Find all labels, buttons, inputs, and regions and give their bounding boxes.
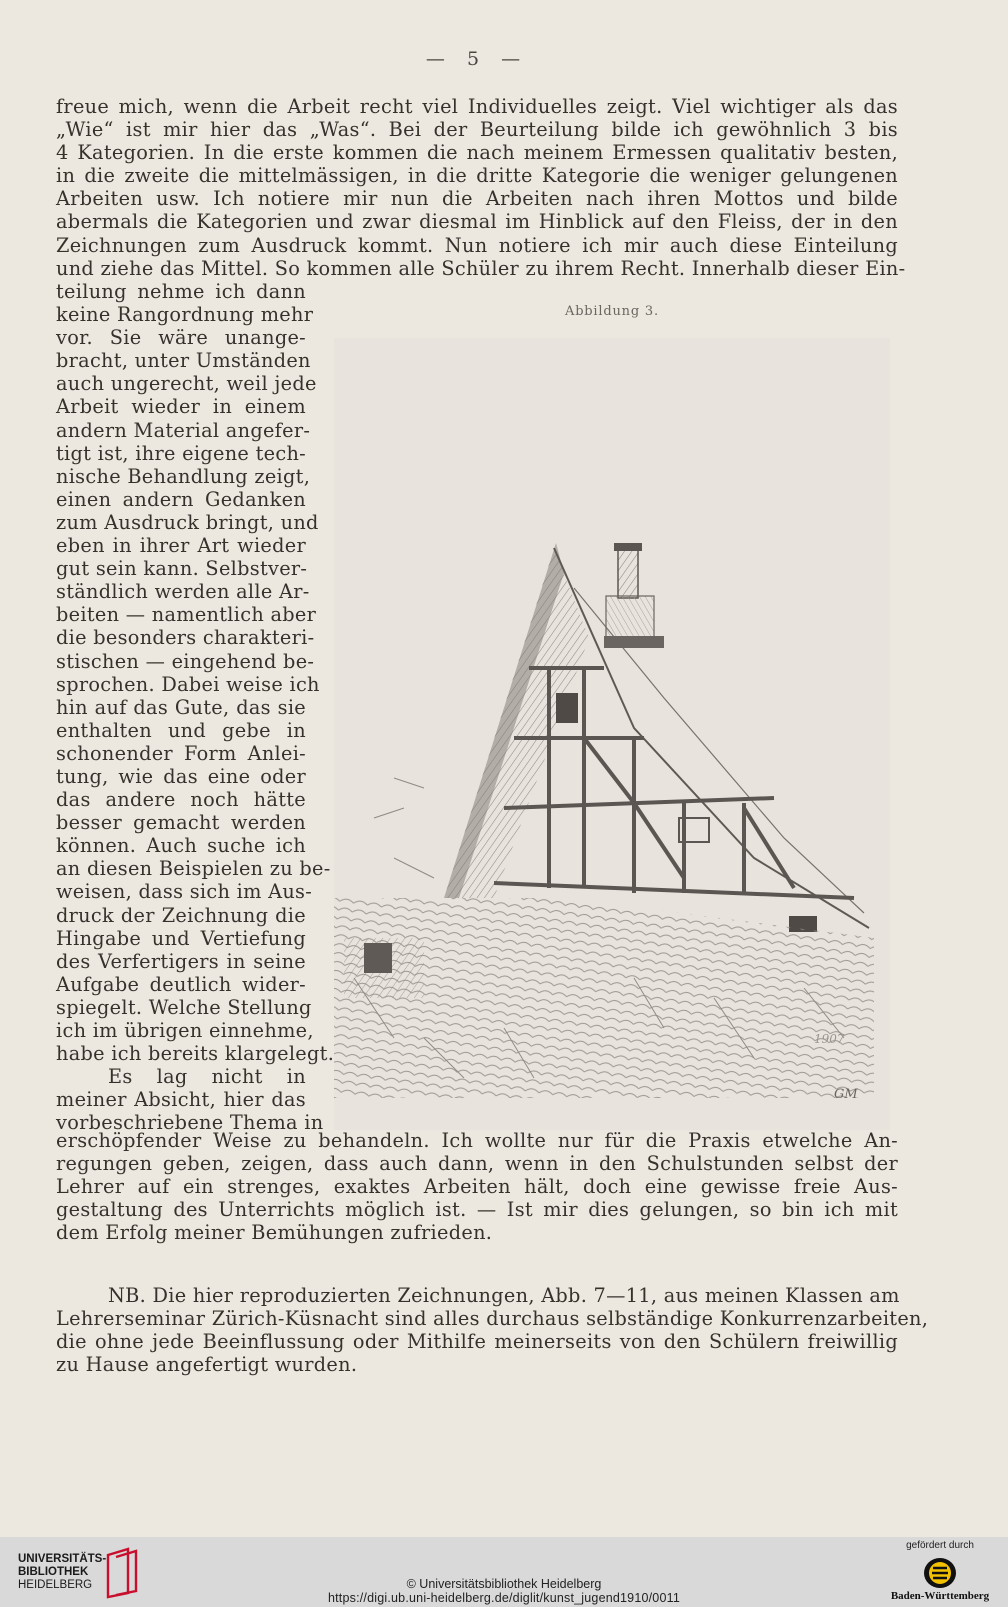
baden-wuerttemberg-crest-icon xyxy=(922,1556,958,1594)
paragraph-1-top xyxy=(56,95,906,280)
text-line: regungen geben, zeigen, dass auch dann, wenn in den Schulstunden selbst der xyxy=(56,1152,898,1176)
text-line: meiner Absicht, hier das xyxy=(56,1088,306,1112)
text-line: Hingabe und Vertiefung xyxy=(56,926,306,950)
text-line: druck der Zeichnung die xyxy=(56,903,306,927)
footer-bar xyxy=(0,1537,1008,1607)
text-line: einen andern Gedanken xyxy=(56,487,306,511)
text-line: stischen — eingehend be- xyxy=(56,649,315,673)
text-line: zu Hause angefertigt wurden. xyxy=(56,1353,358,1377)
text-line: besser gemacht werden xyxy=(56,811,306,835)
text-line: zum Ausdruck bringt, und xyxy=(56,510,319,534)
text-line: Aufgabe deutlich wider- xyxy=(56,972,306,996)
note-paragraph xyxy=(56,1284,929,1377)
text-line: die ohne jede Beeinflussung oder Mithilfe meinerseits von den Schülern freiwillig xyxy=(56,1330,898,1354)
text-line: tung, wie das eine oder xyxy=(56,764,306,788)
text-line: NB. Die hier reproduzierten Zeichnungen, Abb. 7—11, aus meinen Klassen am xyxy=(108,1284,900,1307)
text-line: dem Erfolg meiner Bemühungen zufrieden. xyxy=(56,1221,493,1245)
sketch-illustration xyxy=(334,338,890,1130)
text-line: können. Auch suche ich xyxy=(56,834,306,858)
text-line: Arbeit wieder in einem xyxy=(56,395,306,419)
text-line: an diesen Beispielen zu be- xyxy=(56,857,331,881)
text-line: teilung nehme ich dann xyxy=(56,280,306,303)
text-line: keine Rangordnung mehr xyxy=(56,303,314,327)
text-line: ich im übrigen einnehme, xyxy=(56,1019,314,1042)
figure-caption: Abbildung 3. xyxy=(565,304,659,319)
text-line: erschöpfender Weise zu behandeln. Ich wollte nur für die Praxis etwelche An- xyxy=(56,1129,898,1152)
text-line: hin auf das Gute, das sie xyxy=(56,695,306,719)
text-line: Zeichnungen zum Ausdruck kommt. Nun notiere ich mir auch diese Einteilung xyxy=(56,233,898,257)
text-line: andern Material angefer- xyxy=(56,418,311,442)
figure-gable-sketch xyxy=(334,338,890,1130)
text-line: die besonders charakteri- xyxy=(56,626,315,650)
text-line: nische Behandlung zeigt, xyxy=(56,464,311,488)
library-name-line2: BIBLIOTHEK xyxy=(18,1566,89,1578)
text-line: Arbeiten usw. Ich notiere mir nun die Arbeiten nach ihren Mottos und bilde xyxy=(56,187,898,211)
text-line: Lehrer auf ein strenges, exaktes Arbeiten hält, doch eine gewisse freie Aus- xyxy=(56,1175,898,1199)
text-line: abermals die Kategorien und zwar diesmal im Hinblick auf den Fleiss, der in den xyxy=(56,210,898,234)
text-line: vor. Sie wäre unange- xyxy=(56,326,306,350)
text-line: freue mich, wenn die Arbeit recht viel Individuelles zeigt. Viel wichtiger als das xyxy=(56,95,898,118)
text-line: eben in ihrer Art wieder xyxy=(56,534,306,558)
paragraph-2-full xyxy=(56,1129,898,1244)
text-line: vorbeschriebene Thema in xyxy=(56,1111,324,1135)
paragraph-1-column xyxy=(56,280,335,1135)
text-line: spiegelt. Welche Stellung xyxy=(56,995,312,1019)
text-line: gut sein kann. Selbstver- xyxy=(56,557,308,581)
library-name-line1: UNIVERSITÄTS- xyxy=(18,1553,107,1565)
funded-by-label: gefördert durch xyxy=(906,1540,974,1551)
copyright-notice: © Universitätsbibliothek Heidelberg xyxy=(406,1577,602,1591)
text-line: 4 Kategorien. In die erste kommen die nach meinem Ermessen qualitativ besten, xyxy=(56,141,898,165)
library-name-line3: HEIDELBERG xyxy=(18,1579,93,1591)
text-line: Lehrerseminar Zürich-Küsnacht sind alles durchaus selbständige Konkurrenzarbeiten, xyxy=(56,1307,929,1331)
text-line: enthalten und gebe in xyxy=(56,718,306,742)
text-line: auch ungerecht, weil jede xyxy=(56,372,317,396)
funder-name: Baden-Württemberg xyxy=(890,1590,990,1602)
text-line: habe ich bereits klargelegt. xyxy=(56,1042,335,1066)
text-line: das andere noch hätte xyxy=(56,788,306,812)
figure-date: 1907 xyxy=(814,1032,845,1046)
text-line: sprochen. Dabei weise ich xyxy=(56,672,320,696)
figure-monogram: GM xyxy=(834,1087,858,1102)
text-line: gestaltung des Unterrichts möglich ist. — Ist mir dies gelungen, so bin ich mit xyxy=(56,1198,898,1222)
text-line: bracht, unter Umständen xyxy=(56,349,311,373)
text-line: weisen, dass sich im Aus- xyxy=(56,880,313,904)
text-line: und ziehe das Mittel. So kommen alle Schüler zu ihrem Recht. Innerhalb dieser Ein- xyxy=(56,256,906,280)
text-line: des Verfertigers in seine xyxy=(56,949,306,973)
source-url-link[interactable]: https://digi.ub.uni-heidelberg.de/diglit/kunst_jugend1910/0011 xyxy=(327,1591,680,1605)
text-line: ständlich werden alle Ar- xyxy=(56,580,310,604)
text-line: schonender Form Anlei- xyxy=(56,741,306,765)
text-line: beiten — namentlich aber xyxy=(56,603,317,627)
text-line: tigt ist, ihre eigene tech- xyxy=(56,441,306,465)
text-line: „Wie“ ist mir hier das „Was“. Bei der Beurteilung bilde ich gewöhnlich 3 bis xyxy=(56,118,898,142)
text-line: Es lag nicht in xyxy=(108,1065,306,1089)
page-number: — 5 — xyxy=(425,48,529,70)
text-line: in die zweite die mittelmässigen, in die dritte Kategorie die weniger gelungenen xyxy=(56,164,898,188)
